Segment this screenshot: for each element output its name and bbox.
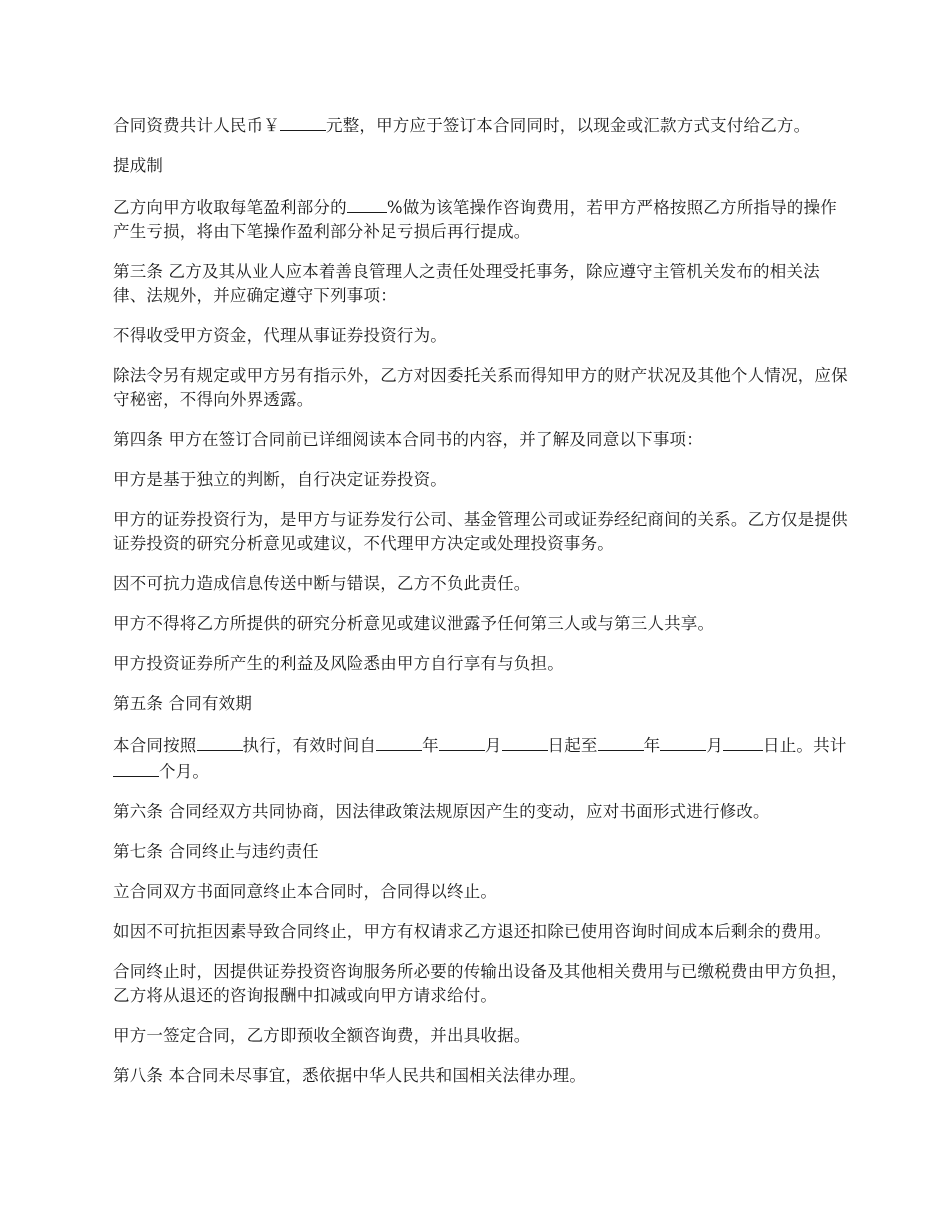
amount-blank <box>280 112 326 131</box>
article-3: 第三条 乙方及其从业人应本着善良管理人之责任处理受托事务，除应遵守主管机关发布的相关法律、法规外，并应确定遵守下列事项： <box>113 262 820 305</box>
start-year-blank <box>376 732 422 751</box>
document-body <box>113 112 853 1104</box>
text-segment: 日起至 <box>547 736 598 755</box>
article-7: 第七条 合同终止与违约责任 <box>113 842 319 861</box>
text-segment: 月 <box>706 736 724 755</box>
commission-paragraph <box>113 194 853 244</box>
article-7-item-3: 合同终止时，因提供证券投资咨询服务所必要的传输出设备及其他相关费用与已缴税费由甲方负担，乙方将从退还的咨询报酬中扣减或向甲方请求给付。 <box>113 962 848 1005</box>
article-6: 第六条 合同经双方共同协商，因法律政策法规原因产生的变动，应对书面形式进行修改。 <box>113 802 770 821</box>
end-day-blank <box>723 732 763 751</box>
text-segment: 本合同按照 <box>113 736 197 755</box>
text-segment: 乙方向甲方收取每笔盈利部分的 <box>113 198 347 217</box>
start-month-blank <box>439 732 485 751</box>
basis-blank <box>197 732 243 751</box>
end-year-blank <box>598 732 644 751</box>
text-segment: 月 <box>484 736 502 755</box>
text-segment: 个月。 <box>159 762 210 781</box>
text-segment: 日止。共计 <box>763 736 847 755</box>
article-4: 第四条 甲方在签订合同前已详细阅读本合同书的内容，并了解及同意以下事项： <box>113 430 703 449</box>
article-4-item-3: 因不可抗力造成信息传送中断与错误，乙方不负此责任。 <box>113 574 531 593</box>
months-blank <box>113 758 159 777</box>
percent-blank <box>347 194 387 213</box>
article-4-item-5: 甲方投资证券所产生的利益及风险悉由甲方自行享有与负担。 <box>113 654 564 673</box>
text-segment: 年 <box>422 736 439 755</box>
article-5: 第五条 合同有效期 <box>113 694 253 713</box>
article-7-item-1: 立合同双方书面同意终止本合同时，合同得以终止。 <box>113 882 498 901</box>
text-segment: %做为该笔操作咨询费用，若甲方严格按照乙方所指导的操作产生亏损，将由下笔操作盈利部分补足亏损后再行提成。 <box>113 198 837 241</box>
fee-total-paragraph <box>113 112 853 138</box>
text-segment: 合同资费共计人民币￥ <box>113 116 280 135</box>
commission-heading: 提成制 <box>113 156 164 175</box>
article-3-item-2: 除法令另有规定或甲方另有指示外，乙方对因委托关系而得知甲方的财产状况及其他个人情况，应保守秘密，不得向外界透露。 <box>113 366 848 409</box>
article-4-item-4: 甲方不得将乙方所提供的研究分析意见或建议泄露予任何第三人或与第三人共享。 <box>113 614 715 633</box>
text-segment: 执行，有效时间自 <box>242 736 377 755</box>
end-month-blank <box>660 732 706 751</box>
article-8: 第八条 本合同未尽事宜，悉依据中华人民共和国相关法律办理。 <box>113 1066 587 1085</box>
article-4-item-2: 甲方的证券投资行为，是甲方与证券发行公司、基金管理公司或证券经纪商间的关系。乙方仅是提供证券投资的研究分析意见或建议，不代理甲方决定或处理投资事务。 <box>113 510 848 553</box>
article-7-item-4: 甲方一签定合同，乙方即预收全额咨询费，并出具收据。 <box>113 1026 531 1045</box>
text-segment: 年 <box>643 736 661 755</box>
start-day-blank <box>502 732 548 751</box>
article-7-item-2: 如因不可抗拒因素导致合同终止，甲方有权请求乙方退还扣除已使用咨询时间成本后剩余的费用。 <box>113 922 832 941</box>
article-3-item-1: 不得收受甲方资金，代理从事证券投资行为。 <box>113 326 447 345</box>
text-segment: 元整，甲方应于签订本合同同时，以现金或汇款方式支付给乙方。 <box>326 116 811 135</box>
article-4-item-1: 甲方是基于独立的判断，自行决定证券投资。 <box>113 470 447 489</box>
validity-paragraph <box>113 732 853 784</box>
